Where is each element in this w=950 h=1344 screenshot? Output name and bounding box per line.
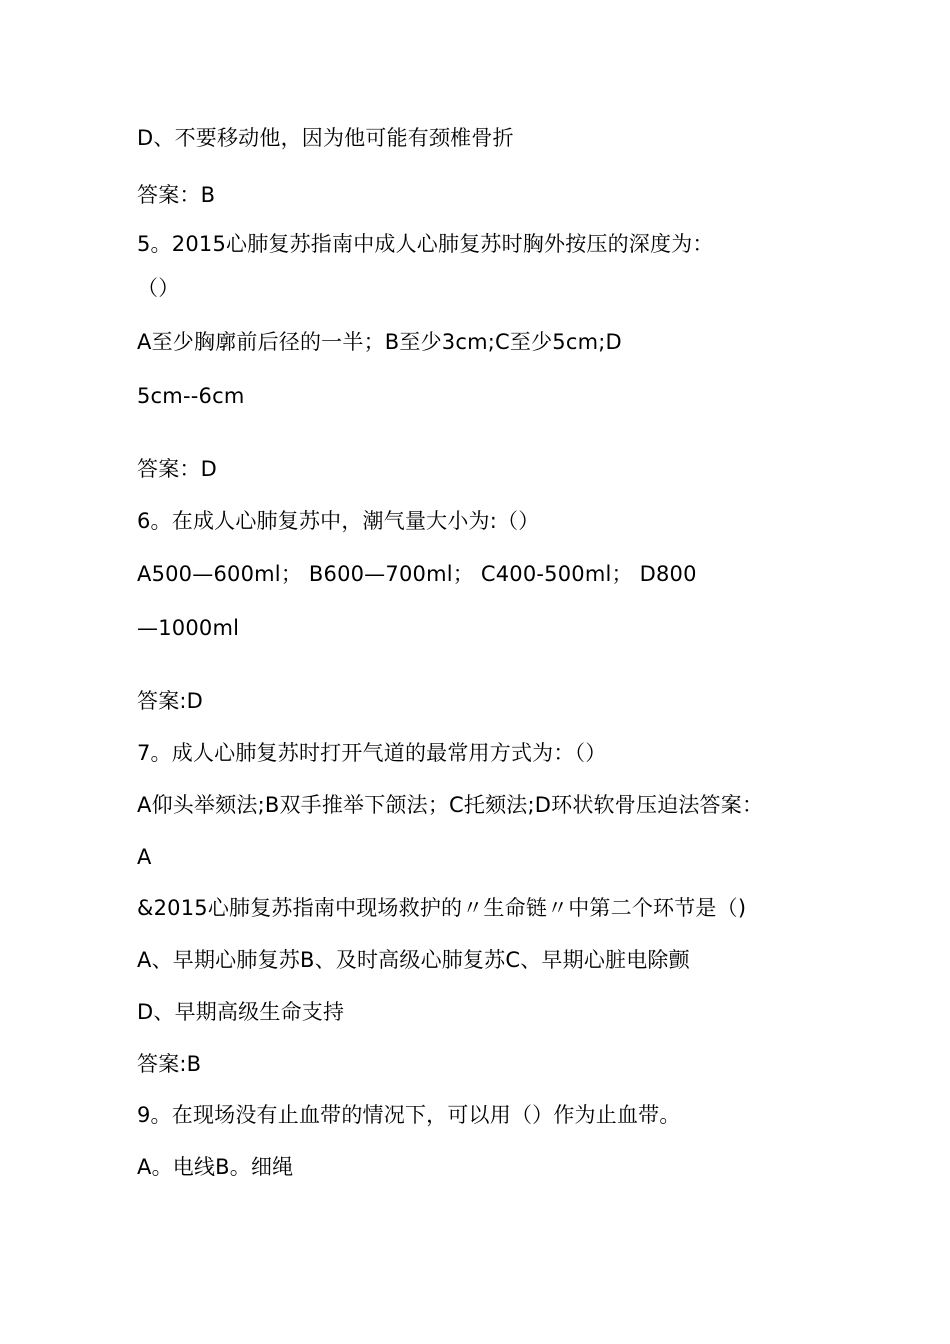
answer-q4: 答案：B [137, 183, 216, 207]
answer-q5: 答案：D [137, 457, 217, 481]
answer-q6: 答案:D [137, 689, 204, 713]
options-q7: A仰头举颏法;B双手推举下颌法；C托颏法;D环状软骨压迫法答案： [137, 793, 764, 817]
options-q5: A至少胸廓前后径的一半；B至少3cm;C至少5cm;D [137, 330, 622, 354]
question-5: 5。2015心肺复苏指南中成人心肺复苏时胸外按压的深度为： [137, 232, 714, 256]
options-q8: A、早期心肺复苏B、及时高级心肺复苏C、早期心脏电除颤 [137, 948, 690, 972]
question-8: &2015心肺复苏指南中现场救护的〃生命链〃中第二个环节是（) [137, 896, 747, 920]
options-q5-cont: 5cm--6cm [137, 384, 245, 408]
answer-q7: A [137, 845, 152, 869]
answer-q8: 答案:B [137, 1052, 202, 1076]
question-9: 9。在现场没有止血带的情况下，可以用（）作为止血带。 [137, 1103, 681, 1127]
question-6: 6。在成人心肺复苏中，潮气量大小为:（） [137, 509, 540, 533]
options-q8-cont: D、早期高级生命支持 [137, 1000, 345, 1024]
options-q6-cont: —1000ml [137, 616, 240, 640]
question-5-blank: （） [137, 276, 180, 300]
options-q9: A。电线B。细绳 [137, 1155, 294, 1179]
option-d-q4: D、不要移动他，因为他可能有颈椎骨折 [137, 126, 514, 150]
options-q6: A500—600ml； B600—700ml； C400-500ml； D800 [137, 562, 697, 586]
question-7: 7。成人心肺复苏时打开气道的最常用方式为：（） [137, 741, 607, 765]
